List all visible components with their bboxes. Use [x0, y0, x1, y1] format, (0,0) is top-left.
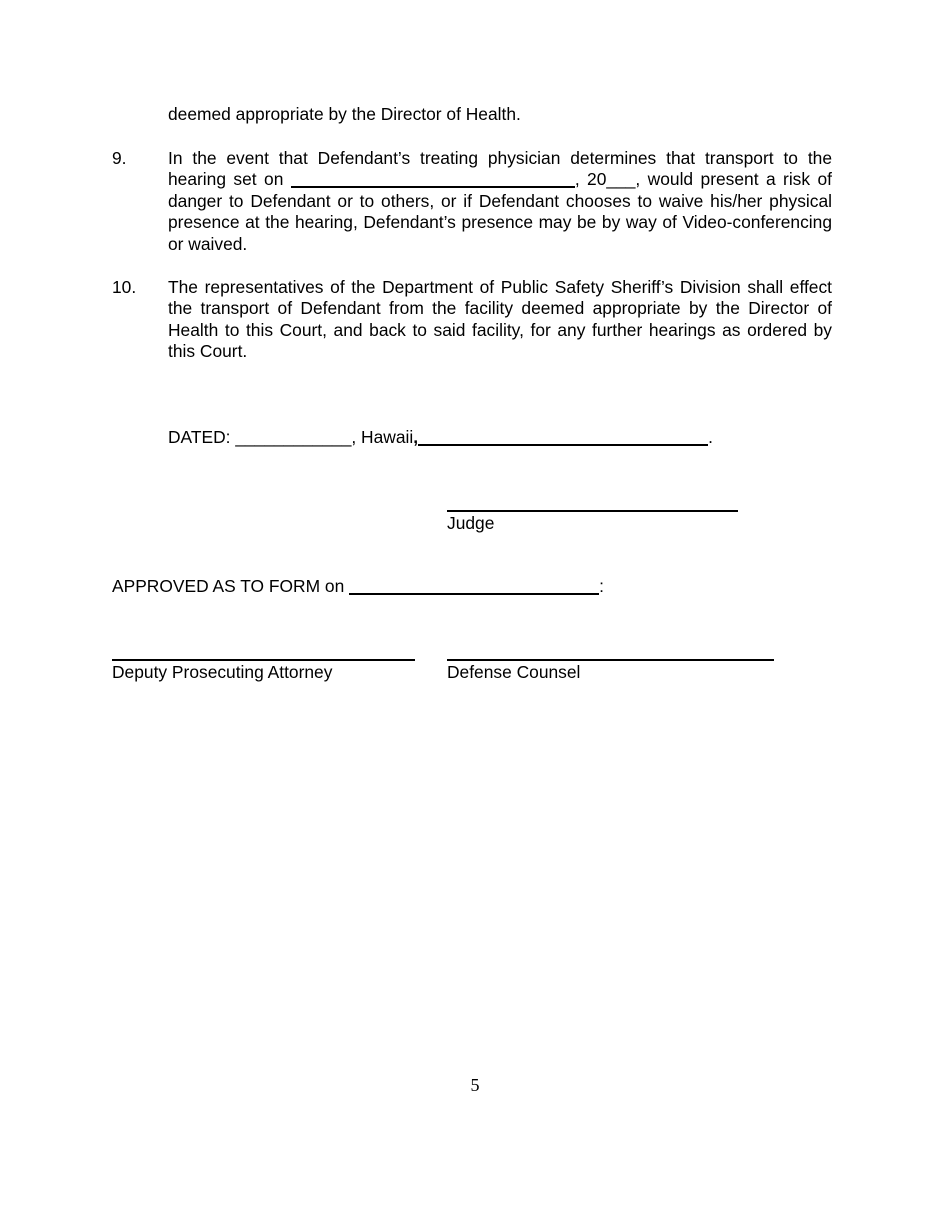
dated-line	[168, 427, 713, 448]
item-body: The representatives of the Department of Public Safety Sheriff’s Division shall effect the transport of Defendant from the facility deemed appropriate by the Director of Health to this Court, and back to said facility, for any further hearings as ordered by this Court.	[168, 277, 832, 362]
dated-label: DATED:	[168, 427, 236, 447]
dated-date-blank[interactable]	[418, 428, 708, 446]
year-prefix: , 20	[574, 169, 607, 190]
prosecutor-label: Deputy Prosecuting Attorney	[112, 662, 333, 682]
item-body	[168, 148, 832, 255]
continuation-text: deemed appropriate by the Director of Health.	[168, 104, 521, 124]
approved-label: APPROVED AS TO FORM on	[112, 576, 350, 596]
dated-end: .	[708, 427, 713, 447]
approved-date-blank[interactable]	[349, 577, 599, 595]
item-number: 10.	[112, 277, 137, 297]
approved-line	[112, 576, 604, 597]
year-blank[interactable]: ___	[606, 169, 636, 190]
item-text-after: , would present a risk of danger to Defendant or to others, or if Defendant chooses to waive his/her physical presence at the hearing, Defendant’s presence may be by way of Video-conferencing or waived.	[168, 169, 832, 254]
item-text-before-blank: In the event that Defendant’s treating physician determines that transport to the hearing set on	[168, 148, 832, 190]
judge-signature-line[interactable]	[447, 510, 738, 512]
defense-signature-line[interactable]	[447, 659, 774, 661]
approved-end: :	[599, 576, 604, 596]
item-number: 9.	[112, 148, 127, 168]
list-item-9	[112, 148, 832, 255]
prosecutor-signature-line[interactable]	[112, 659, 415, 661]
dated-comma: ,	[413, 427, 419, 447]
defense-label: Defense Counsel	[447, 662, 581, 682]
judge-label: Judge	[447, 513, 495, 533]
dated-place: , Hawaii	[351, 427, 414, 447]
dated-place-blank[interactable]: ____________	[235, 427, 352, 447]
hearing-date-blank[interactable]	[291, 170, 575, 188]
list-item-10	[112, 277, 832, 363]
page-number: 5	[470, 1075, 480, 1095]
